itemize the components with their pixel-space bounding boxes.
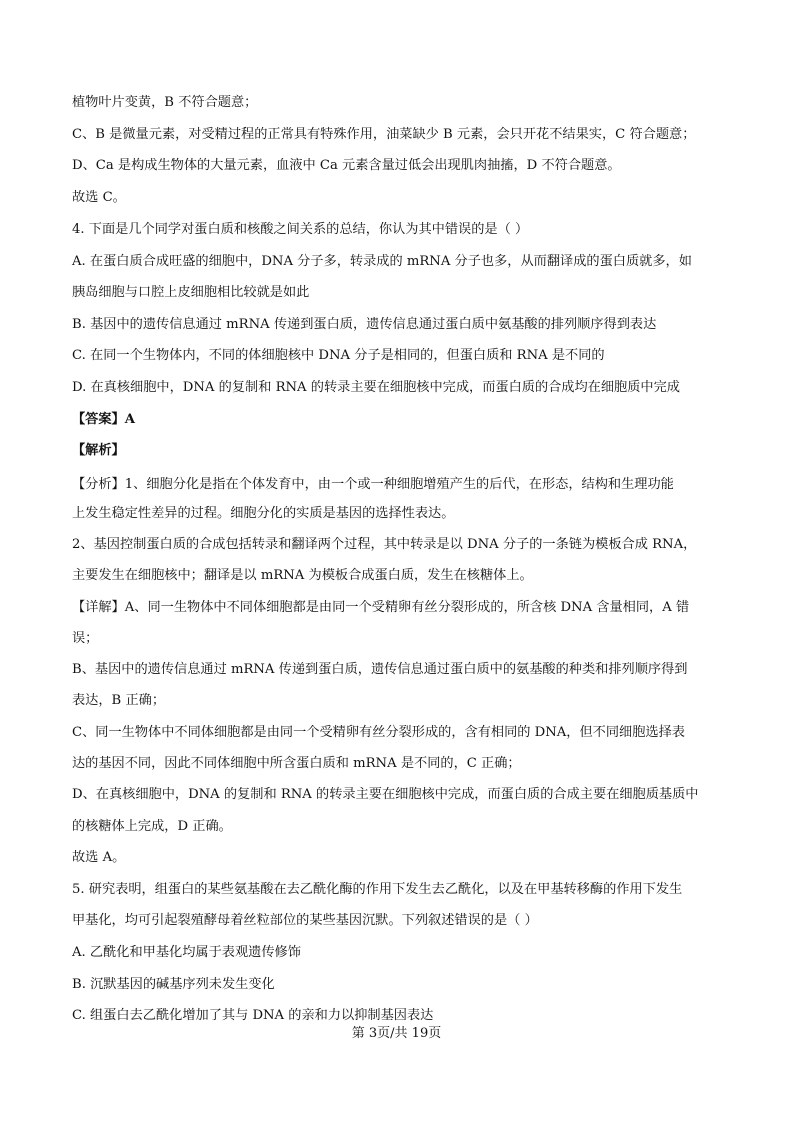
detail-text: 误； [72, 631, 99, 646]
analysis-text: 2、基因控制蛋白质的合成包括转录和翻译两个过程，其中转录是以 DNA 分子的一条链为模板合成 RNA， [72, 537, 697, 552]
answer-label: 【答案】A [72, 412, 135, 427]
option-d: D. 在真核细胞中，DNA 的复制和 RNA 的转录主要在细胞核中完成，而蛋白质的合成均在细胞质中完成 [72, 380, 680, 395]
option-a-continued: 胰岛细胞与口腔上皮细胞相比较就是如此 [72, 285, 310, 300]
text-line: C、B 是微量元素，对受精过程的正常具有特殊作用，油菜缺少 B 元素，会只开花不结果实，C 符合题意； [72, 127, 696, 142]
text-line: 故选 C。 [72, 190, 126, 205]
question-5-stem: 5. 研究表明，组蛋白的某些氨基酸在去乙酰化酶的作用下发生去乙酰化，以及在甲基转移酶的作用下发生 [72, 882, 683, 897]
option-c: C. 组蛋白去乙酰化增加了其与 DNA 的亲和力以抑制基因表达 [72, 1008, 434, 1023]
text-line: 植物叶片变黄，B 不符合题意； [72, 95, 258, 110]
question-5-stem-continued: 甲基化，均可引起裂殖酵母着丝粒部位的某些基因沉默。下列叙述错误的是（ ） [72, 913, 538, 928]
detail-text: B、基因中的遗传信息通过 mRNA 传递到蛋白质，遗传信息通过蛋白质中的氨基酸的种类和排列顺序得到 [72, 662, 688, 677]
detail-text: 故选 A。 [72, 850, 126, 865]
option-b: B. 沉默基因的碱基序列未发生变化 [72, 977, 275, 992]
detail-text: C、同一生物体中不同体细胞都是由同一个受精卵有丝分裂形成的，含有相同的 DNA，但不同细胞选择表 [72, 725, 685, 740]
option-c: C. 在同一个生物体内，不同的体细胞核中 DNA 分子是相同的，但蛋白质和 RNA 是不同的 [72, 348, 605, 363]
option-a: A. 乙酰化和甲基化均属于表观遗传修饰 [72, 945, 301, 960]
option-a: A. 在蛋白质合成旺盛的细胞中，DNA 分子多，转录成的 mRNA 分子也多，从而翻译成的蛋白质就多，如 [72, 254, 692, 269]
analysis-text: 上发生稳定性差异的过程。细胞分化的实质是基因的选择性表达。 [72, 506, 455, 521]
detail-text: 表达，B 正确； [72, 693, 166, 708]
question-4-stem: 4. 下面是几个同学对蛋白质和核酸之间关系的总结，你认为其中错误的是（ ） [72, 222, 529, 237]
page-number-footer: 第 3页/共 19页 [351, 1026, 442, 1041]
option-b: B. 基因中的遗传信息通过 mRNA 传递到蛋白质，遗传信息通过蛋白质中氨基酸的排列顺序得到表达 [72, 317, 657, 332]
detail-text: D、在真核细胞中，DNA 的复制和 RNA 的转录主要在细胞核中完成，而蛋白质的合成主要在细胞质基质中 [72, 787, 699, 802]
analysis-label: 【解析】 [72, 443, 125, 458]
analysis-text: 主要发生在细胞核中；翻译是以 mRNA 为模板合成蛋白质，发生在核糖体上。 [72, 568, 533, 583]
detail-text: 的核糖体上完成，D 正确。 [72, 819, 232, 834]
detail-text: 达的基因不同，因此不同体细胞中所含蛋白质和 mRNA 是不同的，C 正确； [72, 756, 521, 771]
analysis-text: 【分析】1、细胞分化是指在个体发育中，由一个或一种细胞增殖产生的后代，在形态，结构和生理功能 [72, 477, 674, 492]
text-line: D、Ca 是构成生物体的大量元素，血液中 Ca 元素含量过低会出现肌肉抽搐，D 不符合题意。 [72, 158, 621, 173]
detail-text: 【详解】A、同一生物体中不同体细胞都是由同一个受精卵有丝分裂形成的，所含核 DNA 含量相同，A 错 [72, 600, 690, 615]
